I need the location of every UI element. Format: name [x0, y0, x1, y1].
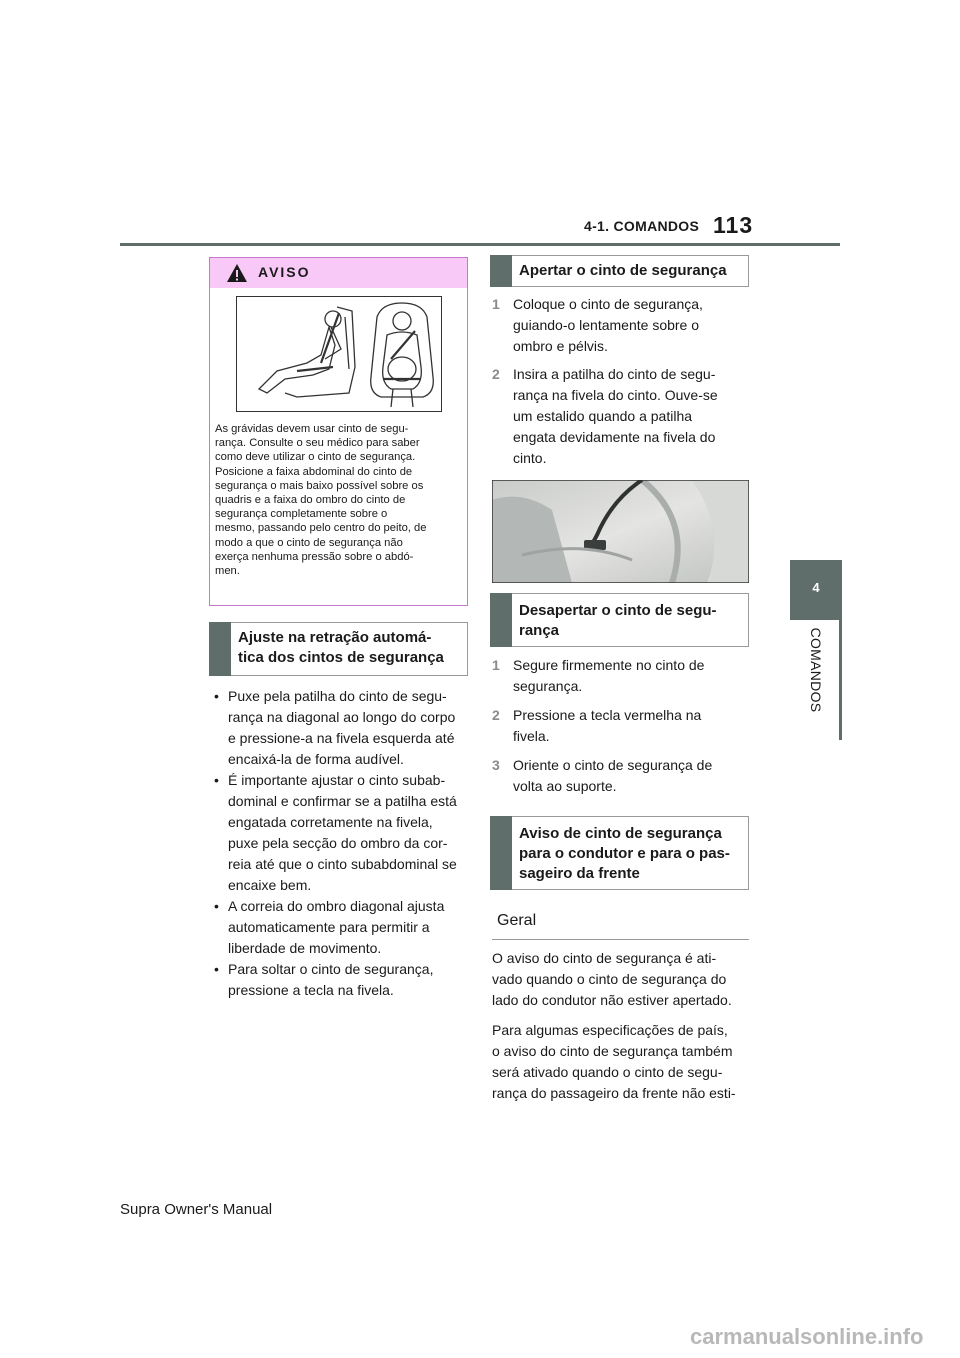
- warning-triangle-icon: [226, 263, 248, 283]
- list-item: 1 Coloque o cinto de segurança, guiando-o lentamente sobre o ombro e pélvis.: [492, 296, 703, 354]
- list-item: 2 Pressione a tecla vermelha na fivela.: [492, 707, 702, 744]
- header-rule: [120, 243, 840, 246]
- list-item: 3 Oriente o cinto de segurança de volta ao suporte.: [492, 757, 713, 794]
- page-number: 113: [713, 212, 754, 238]
- watermark: carmanualsonline.info: [690, 1324, 924, 1349]
- heading-bar: [490, 816, 512, 890]
- seatbelt-buckle-photo: [492, 480, 749, 583]
- heading-bar: [209, 622, 231, 676]
- heading-bar: [490, 593, 512, 647]
- retraction-bullet-list: [212, 686, 468, 1001]
- unfasten-steps: [492, 655, 748, 797]
- warning-title: AVISO: [258, 264, 311, 280]
- footer-manual-title: Supra Owner's Manual: [120, 1201, 273, 1218]
- list-item: 2 Insira a patilha do cinto de segu- rança na fivela do cinto. Ouve-se um estalido quando a patilha engata devidamente na fivela do cinto.: [492, 366, 718, 466]
- fasten-steps: [492, 294, 748, 469]
- subheading-general: Geral: [497, 912, 537, 929]
- reminder-paragraph-2: Para algumas especificações de país, o aviso do cinto de segurança também será ativado quando o cinto de segu- rança do passageiro da frente não esti-: [492, 1022, 736, 1101]
- chapter-tab-label: COMANDOS: [808, 627, 824, 713]
- heading-unfasten-title: Desapertar o cinto de segu- rança: [519, 602, 717, 639]
- chapter-tab-rule: [839, 620, 842, 740]
- warning-text: As grávidas devem usar cinto de segu- rança. Consulte o seu médico para saber como deve utilizar o cinto de segurança. Posicione a faixa abdominal do cinto de segurança o mais baixo possível sobre os quadris e a faixa do ombro do cinto de segurança completamente sobre o mesmo, passando pelo centro do peito, de modo a que o cinto de segurança não exerça nenhuma pressão sobre o abdó- men.: [215, 423, 427, 578]
- subheading-rule: [492, 939, 749, 940]
- list-item: • É importante ajustar o cinto subab- dominal e confirmar se a patilha está engatada corretamente na fivela, puxe pela secção do ombro da cor- reia até que o cinto subabdominal se encaixe bem.: [212, 770, 468, 896]
- list-item: • Puxe pela patilha do cinto de segu- rança na diagonal ao longo do corpo e pressione-a na fivela esquerda até encaixá-la de forma audível.: [212, 686, 468, 770]
- section-title: 4-1. COMANDOS: [584, 218, 700, 234]
- chapter-tab-number: 4: [812, 580, 820, 595]
- heading-auto-retraction-title: Ajuste na retração automá- tica dos cintos de segurança: [238, 629, 444, 666]
- reminder-paragraph-1: O aviso do cinto de segurança é ati- vado quando o cinto de segurança do lado do condutor não estiver apertado.: [492, 950, 732, 1008]
- list-item: 1 Segure firmemente no cinto de segurança.: [492, 657, 705, 694]
- pregnant-seatbelt-illustration: [236, 296, 442, 412]
- list-item: • Para soltar o cinto de segurança, pressione a tecla na fivela.: [212, 959, 468, 1001]
- heading-fasten-title: Apertar o cinto de segurança: [519, 262, 727, 279]
- heading-bar: [490, 255, 512, 287]
- list-item: • A correia do ombro diagonal ajusta automaticamente para permitir a liberdade de movimento.: [212, 896, 468, 959]
- heading-seatbelt-reminder-title: Aviso de cinto de segurança para o condutor e para o pas- sageiro da frente: [519, 825, 730, 882]
- warning-header: [210, 258, 467, 288]
